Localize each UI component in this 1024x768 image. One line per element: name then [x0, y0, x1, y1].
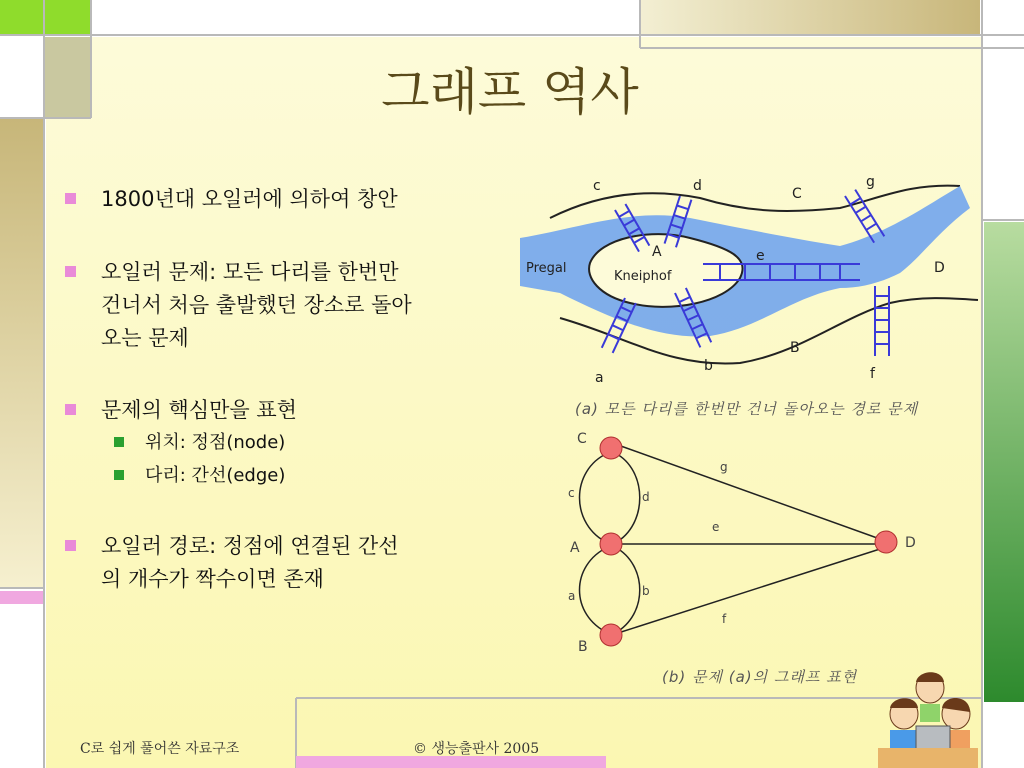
bridge-label-d: d [693, 178, 702, 194]
map-caption: (a) 모든 다리를 한번만 건너 돌아오는 경로 문제 [575, 400, 919, 418]
bullet-marker [65, 540, 76, 551]
node-label-D: D [905, 535, 916, 551]
edge-label-c: c [568, 486, 575, 500]
footer-left: C로 쉽게 풀어쓴 자료구조 [80, 741, 240, 757]
edge-c [580, 453, 609, 543]
bullet-text-line: 오일러 문제: 모든 다리를 한번만 [101, 260, 399, 284]
euler-graph [560, 425, 930, 660]
bullet-text-line: 건너서 처음 출발했던 장소로 돌아 [101, 293, 412, 317]
node-C [600, 437, 622, 459]
bullet-text-line: 오는 문제 [101, 326, 189, 350]
edge-label-e: e [712, 520, 720, 534]
node-label-A: A [570, 540, 580, 556]
island-label: Kneiphof [614, 269, 672, 284]
region-label-D: D [934, 260, 945, 276]
sub-bullet-2 [145, 461, 285, 491]
edge-label-d: d [642, 490, 650, 504]
sub-bullet-text: 다리: 간선(edge) [145, 465, 286, 486]
sub-bullet-marker [114, 470, 124, 480]
bridge-f [875, 286, 889, 356]
footer-center: © 생능출판사 2005 [413, 741, 540, 757]
edge-a [580, 547, 609, 633]
bridge-label-a: a [595, 370, 604, 386]
bullet-text: 1800년대 오일러에 의하여 창안 [101, 187, 398, 211]
node-label-B: B [578, 639, 588, 655]
bullet-4 [101, 530, 399, 596]
bullet-text-line: 의 개수가 짝수이면 존재 [101, 567, 324, 591]
bullet-2 [101, 256, 412, 355]
sub-bullet-marker [114, 437, 124, 447]
children-computer-illustration [872, 662, 980, 768]
edge-g [618, 445, 880, 539]
bullet-text-line: 오일러 경로: 정점에 연결된 간선 [101, 534, 399, 558]
river-bank-top [550, 186, 960, 218]
node-D [875, 531, 897, 553]
bridge-label-f: f [870, 366, 875, 382]
edge-b [615, 547, 640, 633]
bridge-label-e: e [756, 248, 765, 264]
bullet-text: 문제의 핵심만을 표현 [101, 398, 297, 422]
edge-f [618, 549, 880, 633]
edge-d [615, 453, 640, 543]
river-label: Pregal [526, 261, 567, 276]
graph-caption: (b) 문제 (a)의 그래프 표현 [662, 668, 858, 686]
node-B [600, 624, 622, 646]
sub-bullet-1 [145, 428, 285, 458]
node-label-C: C [577, 431, 587, 447]
konigsberg-map [520, 168, 982, 388]
bridge-label-g: g [866, 174, 875, 190]
region-label-A: A [652, 244, 662, 260]
sub-bullet-text: 위치: 정점(node) [145, 432, 286, 453]
edge-label-g: g [720, 460, 728, 474]
edge-label-a: a [568, 589, 576, 603]
region-label-C: C [792, 186, 802, 202]
bridge-label-c: c [593, 178, 601, 194]
page-title: 그래프 역사 [381, 63, 639, 121]
bullet-marker [65, 193, 76, 204]
bullet-marker [65, 266, 76, 277]
node-A [600, 533, 622, 555]
bullet-3 [101, 394, 297, 427]
edge-label-b: b [642, 584, 650, 598]
bullet-1 [101, 183, 398, 216]
bridge-label-b: b [704, 358, 713, 374]
bullet-marker [65, 404, 76, 415]
edge-label-f: f [722, 612, 727, 626]
region-label-B: B [790, 340, 800, 356]
